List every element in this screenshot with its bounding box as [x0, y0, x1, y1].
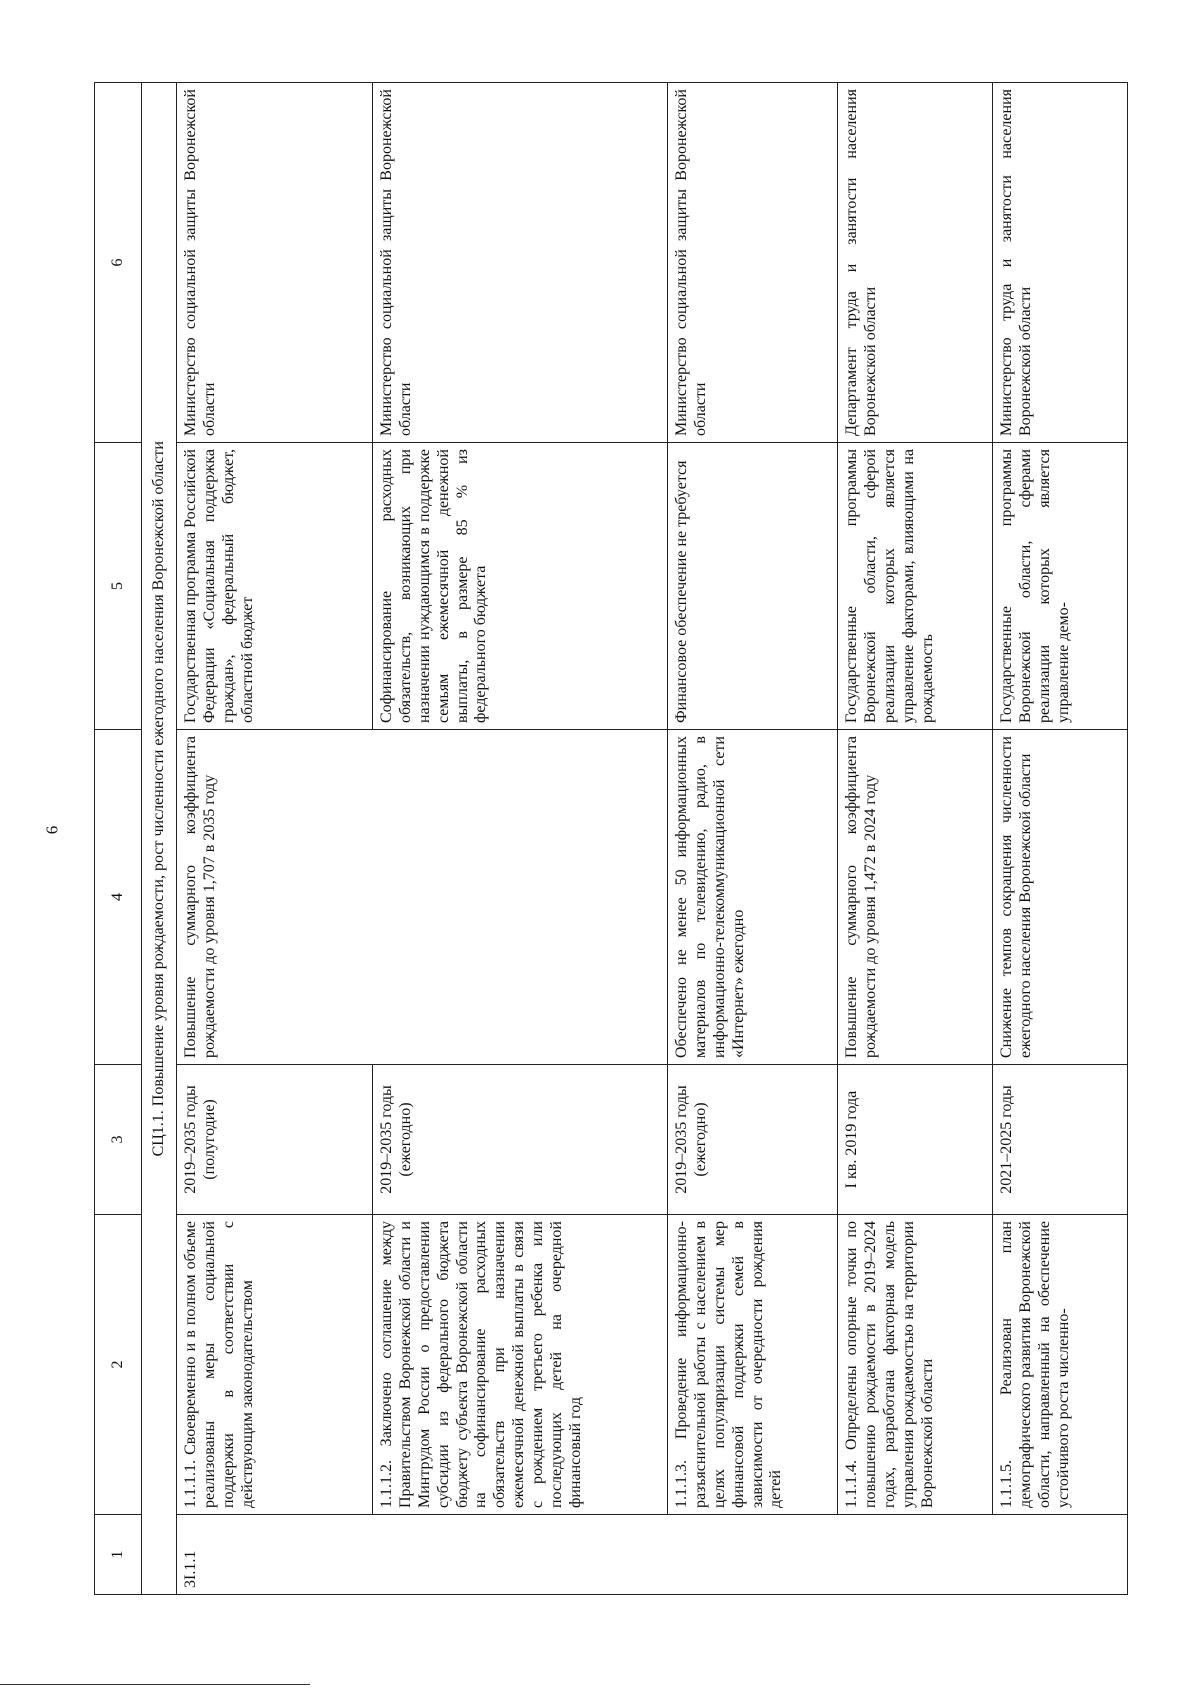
result-cell: Снижение темпов сокращения численности ежегодного населения Воронежской области — [993, 730, 1128, 1065]
col-num: 3 — [95, 1065, 142, 1215]
col-num: 4 — [95, 730, 142, 1065]
executor-cell: Департамент труда и занятости населения Воронежской области — [838, 83, 993, 443]
event-cell: 1.1.1.4. Определены опорные точки по повышению рождаемости в 2019–2024 годах, разработана факторная модель управления рождаемостью на территории Воронежской области — [838, 1215, 993, 1515]
event-cell: 1.1.1.2. Заключено соглашение между Правительством Воронежской области и Минтрудом России о предоставлении субсидии из федерального бюджета бюджету субъекта Воронежской области на софинансирование расходных обязательств при назначении ежемесячной денежной выплаты в связи с рождением третьего ребенка или последующих детей на очередной финансовый год — [373, 1215, 668, 1515]
rotated-table-container — [94, 83, 1128, 1595]
section-row — [142, 83, 177, 1595]
source-cell: Финансовое обеспечение не требуется — [668, 443, 838, 730]
source-cell: Государственные программы Воронежской области, сферами реализации которых является управление демо- — [993, 443, 1128, 730]
table-row — [177, 83, 373, 1595]
event-cell: 1.1.1.3. Проведение информационно-разъяснительной работы с населением в целях популяризации системы мер финансовой поддержки семей в зависимости от очередности рождения детей — [668, 1215, 838, 1515]
table-row — [838, 83, 993, 1595]
col-num: 2 — [95, 1215, 142, 1515]
col-num: 6 — [95, 83, 142, 443]
column-number-row — [95, 83, 142, 1595]
source-cell: Государственные программы Воронежской области, сферой реализации которых является управление факторами, влияющими на рождаемость — [838, 443, 993, 730]
period-cell: 2019–2035 годы (ежегодно) — [373, 1065, 668, 1215]
col-num: 5 — [95, 443, 142, 730]
period-cell: 2019–2035 годы (ежегодно) — [668, 1065, 838, 1215]
event-cell: 1.1.1.5. Реализован план демографического развития Воронежской области, направленный на обеспечение устойчивого роста численно- — [993, 1215, 1128, 1515]
executor-cell: Министерство социальной защиты Воронежской области — [373, 83, 668, 443]
period-cell: 2021–2025 годы — [993, 1065, 1128, 1215]
period-cell: 2019–2035 годы (полугодие) — [177, 1065, 373, 1215]
col-num: 1 — [95, 1515, 142, 1595]
result-cell: Повышение суммарного коэффициента рождаемости до уровня 1,472 в 2024 году — [838, 730, 993, 1065]
executor-cell: Министерство труда и занятости населения Воронежской области — [993, 83, 1128, 443]
table-row — [668, 83, 838, 1595]
page-number: 6 — [42, 825, 62, 835]
executor-cell: Министерство социальной защиты Воронежской области — [668, 83, 838, 443]
plan-table — [94, 82, 1128, 1595]
period-cell: I кв. 2019 года — [838, 1065, 993, 1215]
executor-cell: Министерство социальной защиты Воронежской области — [177, 83, 373, 443]
table-row — [993, 83, 1128, 1595]
result-cell: Повышение суммарного коэффициента рождаемости до уровня 1,707 в 2035 году — [177, 730, 668, 1065]
source-cell: Софинансирование расходных обязательств, возникающих при назначении нуждающимся в поддержке семьям ежемесячной денежной выплаты, в размере 85 % из федерального бюджета — [373, 443, 668, 730]
footer-rule — [0, 1684, 310, 1685]
event-cell: 1.1.1.1. Своевременно и в полном объеме реализованы меры социальной поддержки в соответствии с действующим законодательством — [177, 1215, 373, 1515]
section-title: СЦ1.1. Повышение уровня рождаемости, рост численности ежегодного населения Воронежской области — [142, 83, 177, 1515]
source-cell: Государственная программа Российской Федерации «Социальная поддержка граждан», федеральный бюджет, областной бюджет — [177, 443, 373, 730]
result-cell: Обеспечено не менее 50 информационных материалов по телевидению, радио, в информационно-телекоммуникационной сети «Интернет» ежегодно — [668, 730, 838, 1065]
group-code: 3І.1.1 — [177, 1515, 1128, 1595]
